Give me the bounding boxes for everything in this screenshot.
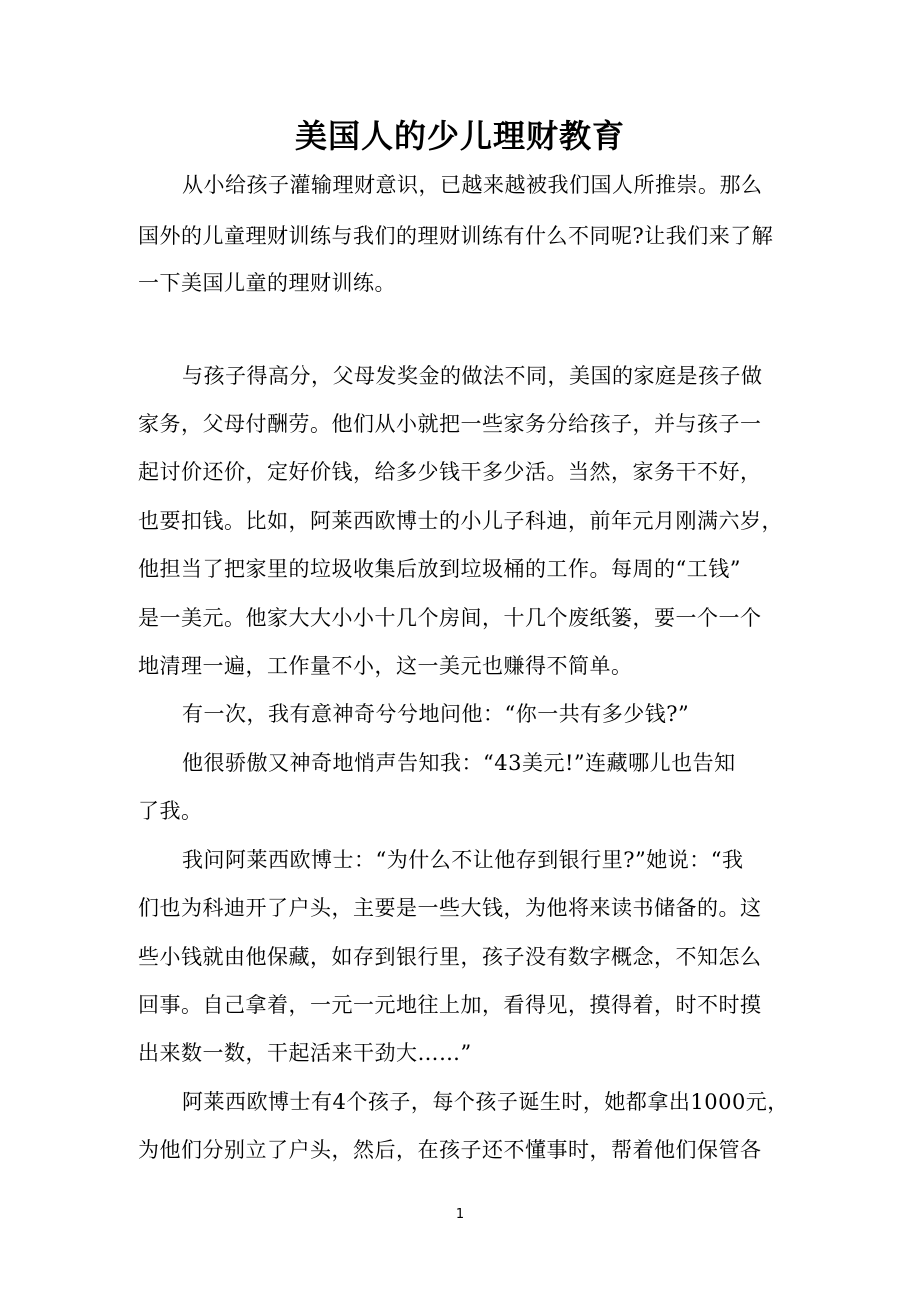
paragraph-line: 起讨价还价，定好价钱，给多少钱干多少活。当然，家务干不好，	[138, 460, 762, 484]
paragraph-line: 回事。自己拿着，一元一元地往上加，看得见，摸得着，时不时摸	[138, 993, 762, 1017]
page-number: 1	[455, 1207, 465, 1222]
paragraph-line: 国外的儿童理财训练与我们的理财训练有什么不同呢?让我们来了解	[138, 224, 774, 248]
paragraph-line: 了我。	[138, 799, 203, 823]
paragraph-line: 他担当了把家里的垃圾收集后放到垃圾桶的工作。每周的“工钱”	[138, 557, 741, 581]
paragraph-line: 是一美元。他家大大小小十几个房间，十几个废纸篓，要一个一个	[138, 606, 762, 630]
paragraph-line: 些小钱就由他保藏，如存到银行里，孩子没有数字概念，不知怎么	[138, 945, 762, 969]
paragraph-line: 他很骄傲又神奇地悄声告知我：“43美元!”连藏哪儿也告知	[182, 751, 736, 775]
paragraph-line: 阿莱西欧博士有4个孩子，每个孩子诞生时，她都拿出1000元，	[182, 1090, 789, 1114]
paragraph-line: 为他们分别立了户头，然后，在孩子还不懂事时，帮着他们保管各	[138, 1138, 762, 1162]
paragraph-line: 出来数一数，干起活来干劲大……”	[138, 1041, 472, 1065]
paragraph-line: 地清理一遍，工作量不小，这一美元也赚得不简单。	[138, 654, 633, 678]
paragraph-line: 也要扣钱。比如，阿莱西欧博士的小儿子科迪，前年元月刚满六岁，	[138, 509, 783, 533]
document-title: 美国人的少儿理财教育	[294, 117, 625, 155]
paragraph-line: 我问阿莱西欧博士：“为什么不让他存到银行里?”她说：“我	[182, 848, 744, 872]
paragraph-line: 们也为科迪开了户头，主要是一些大钱，为他将来读书储备的。这	[138, 896, 762, 920]
paragraph-line: 与孩子得高分，父母发奖金的做法不同，美国的家庭是孩子做	[182, 364, 763, 388]
paragraph-line: 家务，父母付酬劳。他们从小就把一些家务分给孩子，并与孩子一	[138, 412, 762, 436]
paragraph-line: 一下美国儿童的理财训练。	[138, 271, 396, 295]
paragraph-line: 有一次，我有意神奇兮兮地问他：“你一共有多少钱?”	[182, 702, 690, 726]
paragraph-line: 从小给孩子灌输理财意识，已越来越被我们国人所推崇。那么	[182, 173, 763, 197]
